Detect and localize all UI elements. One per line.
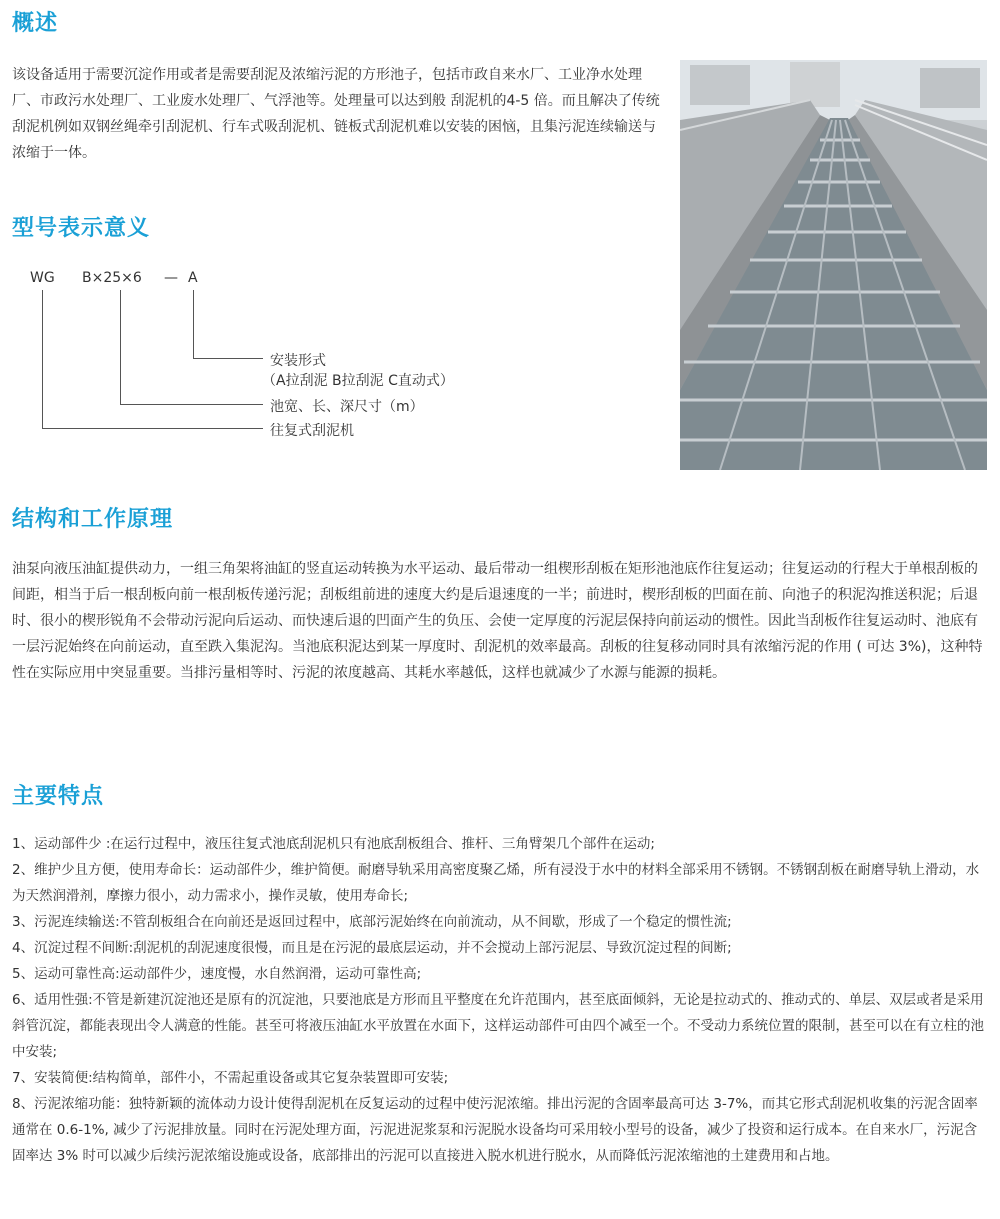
model-code-a: A <box>188 270 198 286</box>
connector-wg-horizontal <box>42 428 263 429</box>
connector-a-horizontal <box>193 358 263 359</box>
connector-wg-vertical <box>42 290 43 428</box>
install-options: （A拉刮泥 B拉刮泥 C直动式） <box>262 373 454 389</box>
dims-label: 池宽、长、深尺寸（m） <box>270 399 424 415</box>
overview-title: 概述 <box>12 11 59 36</box>
structure-text: 油泵向液压油缸提供动力，一组三角架将油缸的竖直运动转换为水平运动、最后带动一组楔形刮板在矩形池池底作往复运动；往复运动的行程大于单根刮板的间距，相当于后一根刮板向前一根刮板传递污泥；刮板组前进的速度大约是后退速度的一半；前进时，楔形刮板的凹面在前、向池子的积泥沟推送积泥；后退时、很小的楔形锐角不会带动污泥向后运动、而快速后退的凹面产生的负压、会使一定厚度的污泥层保持向前运动的惯性。因此当刮板作往复运动时、池底有一层污泥始终在向前运动，直至跌入集泥沟。当池底积泥达到某一厚度时、刮泥机的效率最高。刮板的往复移动同时具有浓缩污泥的作用 ( 可达 3%)，这种特性在实际应用中突显重要。当排污量相等时、污泥的浓度越高、其耗水率越低，这样也就减少了水源与能源的损耗。 <box>12 561 983 681</box>
model-diagram <box>12 260 612 450</box>
type-label: 往复式刮泥机 <box>270 423 354 439</box>
model-title: 型号表示意义 <box>12 216 151 241</box>
model-code-wg: WG <box>30 270 55 286</box>
model-code-dash: — <box>164 270 178 286</box>
connector-dims-horizontal <box>120 404 263 405</box>
install-label: 安装形式 <box>270 353 326 369</box>
features-title: 主要特点 <box>12 784 105 809</box>
overview-text: 该设备适用于需要沉淀作用或者是需要刮泥及浓缩污泥的方形池子，包括市政自来水厂、工业净水处理厂、市政污水处理厂、工业废水处理厂、气浮池等。处理量可以达到般 刮泥机的4-5 倍。而且解决了传统刮泥机例如双钢丝绳牵引刮泥机、行车式吸刮泥机、链板式刮泥机难以安装的困恼，且集污泥连续输送与浓缩于一体。 <box>12 67 660 161</box>
feature-item: 4、沉淀过程不间断:刮泥机的刮泥速度很慢，而且是在污泥的最底层运动，并不会搅动上部污泥层、导致沉淀过程的间断; <box>12 940 732 956</box>
feature-item: 7、安装简便:结构简单，部件小，不需起重设备或其它复杂装置即可安装; <box>12 1070 449 1086</box>
features-list <box>12 831 990 1169</box>
tank-illustration <box>680 60 987 470</box>
connector-a-vertical <box>193 290 194 358</box>
structure-title: 结构和工作原理 <box>12 507 174 532</box>
feature-item: 2、维护少且方便，使用寿命长：运动部件少，维护简便。耐磨导轨采用高密度聚乙烯，所有浸没于水中的材料全部采用不锈钢。不锈钢刮板在耐磨导轨上滑动，水为天然润滑剂，摩擦力很小，动力需求小，操作灵敏，使用寿命长; <box>12 862 980 904</box>
sedimentation-tank-photo <box>680 60 987 470</box>
feature-item: 6、适用性强:不管是新建沉淀池还是原有的沉淀池，只要池底是方形而且平整度在允许范围内，甚至底面倾斜，无论是拉动式的、推动式的、单层、双层或者是采用斜管沉淀，都能表现出令人满意的性能。甚至可将液压油缸水平放置在水面下，这样运动部件可由四个减至一个。不受动力系统位置的限制，甚至可以在有立柱的池中安装; <box>12 992 984 1060</box>
feature-item: 8、污泥浓缩功能：独特新颖的流体动力设计使得刮泥机在反复运动的过程中使污泥浓缩。排出污泥的含固率最高可达 3-7%，而其它形式刮泥机收集的污泥含固率通常在 0.6-1%, 减少了污泥排放量。同时在污泥处理方面，污泥进泥浆泵和污泥脱水设备均可采用较小型号的设备，减少了投资和运行成本。在自来水厂，污泥含固率达 3% 时可以减少后续污泥浓缩设施或设备，底部排出的污泥可以直接进入脱水机进行脱水，从而降低污泥浓缩池的土建费用和占地。 <box>12 1096 978 1164</box>
model-code-dims: B×25×6 <box>82 270 142 286</box>
feature-item: 3、污泥连续输送:不管刮板组合在向前还是返回过程中，底部污泥始终在向前流动，从不间歇，形成了一个稳定的惯性流; <box>12 914 732 930</box>
feature-item: 5、运动可靠性高:运动部件少，速度慢，水自然润滑，运动可靠性高; <box>12 966 422 982</box>
connector-dims-vertical <box>120 290 121 404</box>
feature-item: 1、运动部件少 :在运行过程中，液压往复式池底刮泥机只有池底刮板组合、推杆、三角臂架几个部件在运动; <box>12 836 655 852</box>
